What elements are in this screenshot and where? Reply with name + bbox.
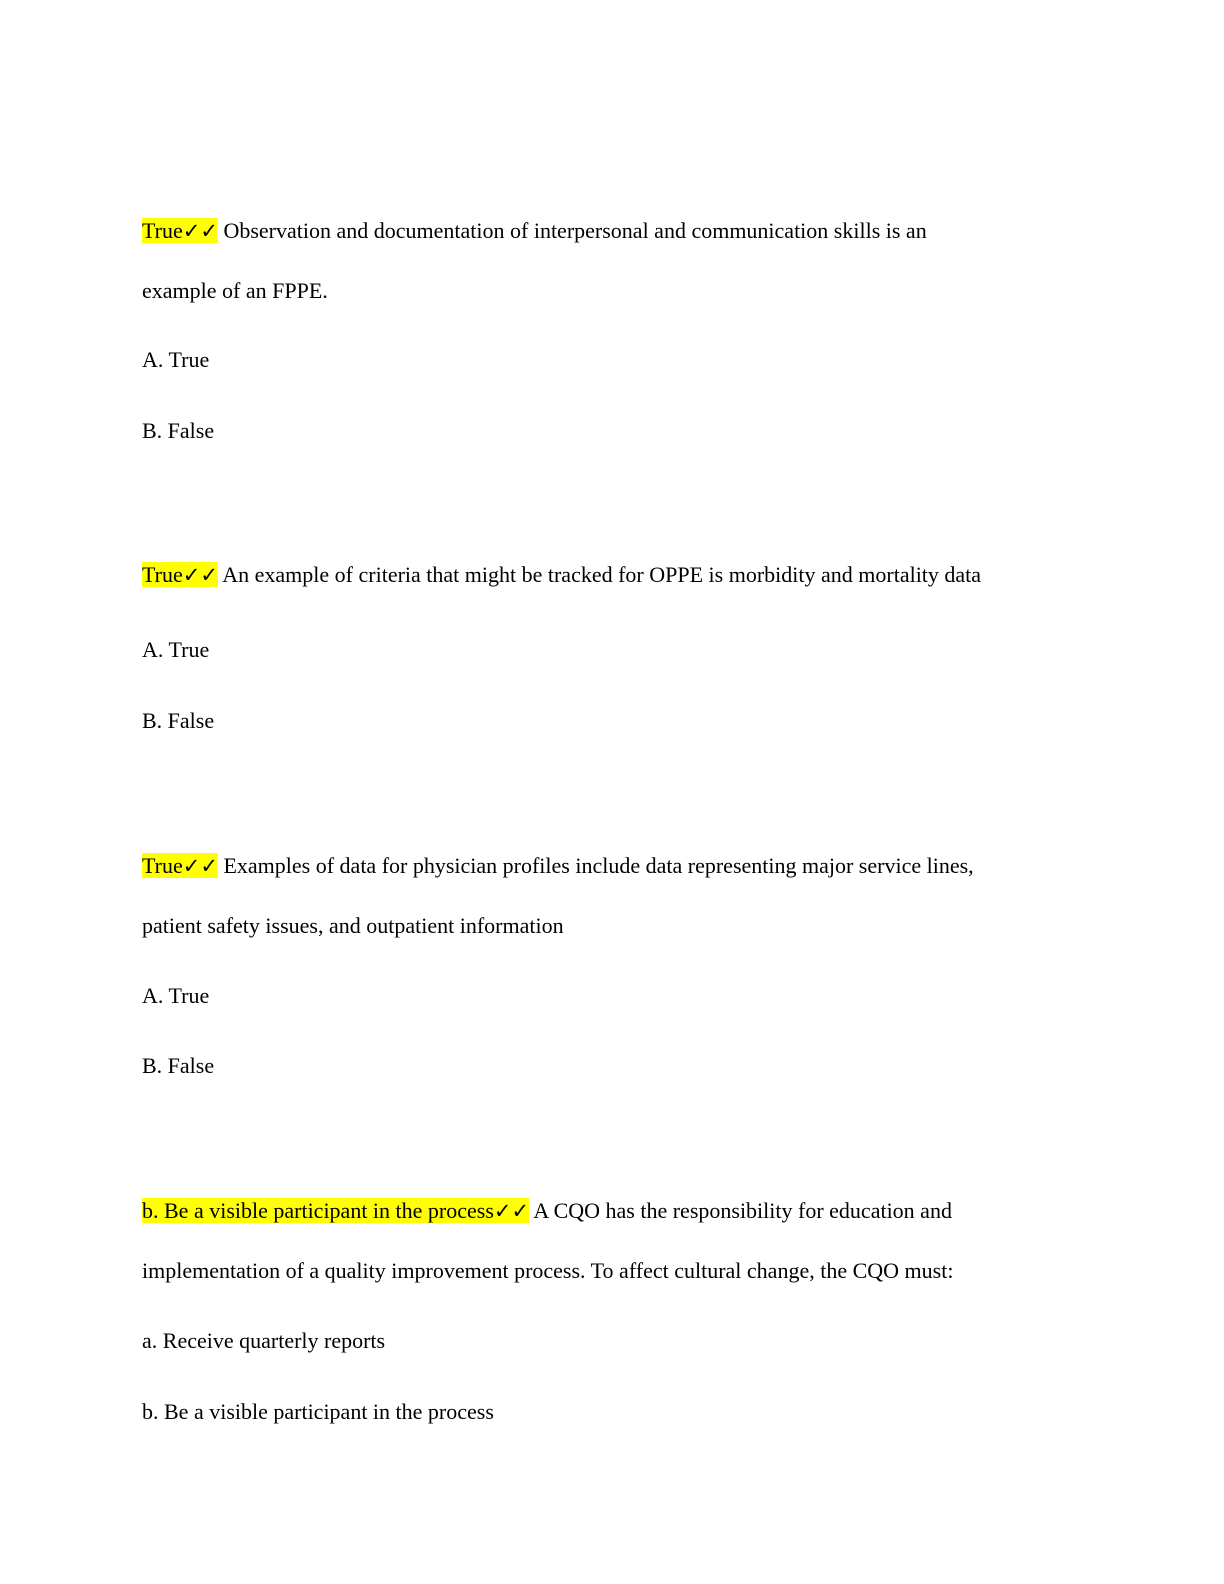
- question-1-line-1: [142, 216, 927, 246]
- question-stem-continuation: implementation of a quality improvement process. To affect cultural change, the CQO must:: [142, 1258, 954, 1283]
- answer-text: True: [142, 218, 183, 243]
- question-2-line-1: [142, 560, 981, 590]
- option-a: A. True: [142, 983, 210, 1008]
- answer-text: True: [142, 562, 183, 587]
- question-4-line-1: [142, 1196, 952, 1226]
- answer-text: True: [142, 853, 183, 878]
- option-a: a. Receive quarterly reports: [142, 1328, 386, 1353]
- option-a: A. True: [142, 637, 210, 662]
- question-stem: Examples of data for physician profiles include data representing major service lines,: [223, 853, 974, 878]
- answer-text: b. Be a visible participant in the process: [142, 1198, 494, 1223]
- answer-highlight: [142, 218, 218, 243]
- option-b: B. False: [142, 418, 215, 443]
- option-b: b. Be a visible participant in the process: [142, 1399, 494, 1424]
- option-b: B. False: [142, 1053, 215, 1078]
- question-stem: Observation and documentation of interpersonal and communication skills is an: [223, 218, 927, 243]
- checkmark-icon: ✓✓: [182, 219, 218, 243]
- answer-highlight: [142, 1198, 529, 1223]
- checkmark-icon: ✓✓: [493, 1199, 530, 1223]
- checkmark-icon: ✓✓: [182, 854, 218, 878]
- question-stem-continuation: example of an FPPE.: [142, 278, 328, 303]
- option-a: A. True: [142, 347, 210, 372]
- question-stem: An example of criteria that might be tracked for OPPE is morbidity and mortality data: [222, 562, 982, 587]
- question-stem: A CQO has the responsibility for education and: [533, 1198, 952, 1223]
- option-b: B. False: [142, 708, 215, 733]
- question-3-line-1: [142, 851, 974, 881]
- answer-highlight: [142, 853, 218, 878]
- checkmark-icon: ✓✓: [182, 563, 218, 587]
- answer-highlight: [142, 562, 218, 587]
- question-stem-continuation: patient safety issues, and outpatient information: [142, 913, 564, 938]
